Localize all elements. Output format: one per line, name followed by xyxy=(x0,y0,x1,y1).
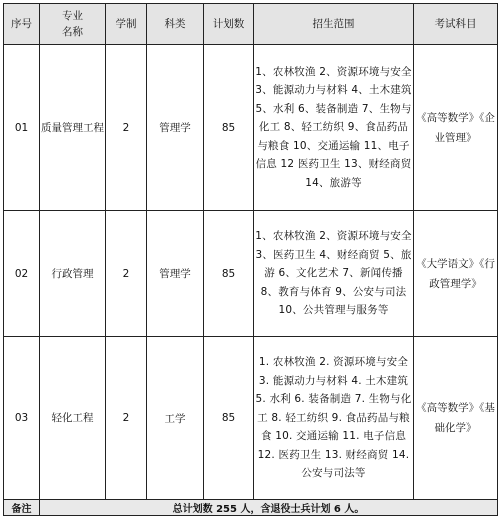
header-years: 学制 xyxy=(106,4,147,45)
header-major xyxy=(40,4,106,45)
header-scope: 招生范围 xyxy=(254,4,414,45)
header-row xyxy=(4,4,498,45)
row-exam: 《大学语文》《行政管理学》 xyxy=(414,211,498,337)
row-major-name: 行政管理 xyxy=(40,211,106,337)
row-plan: 85 xyxy=(204,45,254,211)
header-seq: 序号 xyxy=(4,4,40,45)
row-category: 管理学 xyxy=(147,45,204,211)
note-label: 备注 xyxy=(4,500,40,516)
row-exam: 《高等数学》《基础化学》 xyxy=(414,337,498,500)
row-seq: 02 xyxy=(4,211,40,337)
row-scope: 1、农林牧渔 2、资源环境与安全 3、能源动力与材料 4、土木建筑 5、水利 6、装备制造 7、生物与化工 8、轻工纺织 9、食品药品与粮食 10、交通运输 11、电子信息 12 医药卫生 13、财经商贸 14、旅游等 xyxy=(254,45,414,211)
note-row xyxy=(4,500,498,516)
note-text: 总计划数 255 人，含退役士兵计划 6 人。 xyxy=(40,500,498,516)
row-seq: 03 xyxy=(4,337,40,500)
row-major-name: 轻化工程 xyxy=(40,337,106,500)
table-row xyxy=(4,211,498,337)
enrollment-table xyxy=(3,3,498,516)
row-plan: 85 xyxy=(204,337,254,500)
row-years: 2 xyxy=(106,45,147,211)
row-plan: 85 xyxy=(204,211,254,337)
row-major-name: 质量管理工程 xyxy=(40,45,106,211)
table-row xyxy=(4,337,498,500)
header-major-line1: 专业 xyxy=(62,10,83,22)
row-category: 工学 xyxy=(147,337,204,500)
row-exam: 《高等数学》《企业管理》 xyxy=(414,45,498,211)
row-scope: 1、农林牧渔 2、资源环境与安全 3、医药卫生 4、财经商贸 5、旅游 6、文化艺术 7、新闻传播 8、教育与体育 9、公安与司法 10、公共管理与服务等 xyxy=(254,211,414,337)
row-category: 管理学 xyxy=(147,211,204,337)
row-scope: 1. 农林牧渔 2. 资源环境与安全 3. 能源动力与材料 4. 土木建筑 5. 水利 6. 装备制造 7. 生物与化工 8. 轻工纺织 9. 食品药品与粮食 10. 交通运输 11. 电子信息 12. 医药卫生 13. 财经商贸 14. 公安与司法等 xyxy=(254,337,414,500)
header-exam: 考试科目 xyxy=(414,4,498,45)
header-category: 科类 xyxy=(147,4,204,45)
row-seq: 01 xyxy=(4,45,40,211)
row-years: 2 xyxy=(106,337,147,500)
header-major-line2: 名称 xyxy=(62,26,83,38)
row-years: 2 xyxy=(106,211,147,337)
header-plan: 计划数 xyxy=(204,4,254,45)
table-row xyxy=(4,45,498,211)
